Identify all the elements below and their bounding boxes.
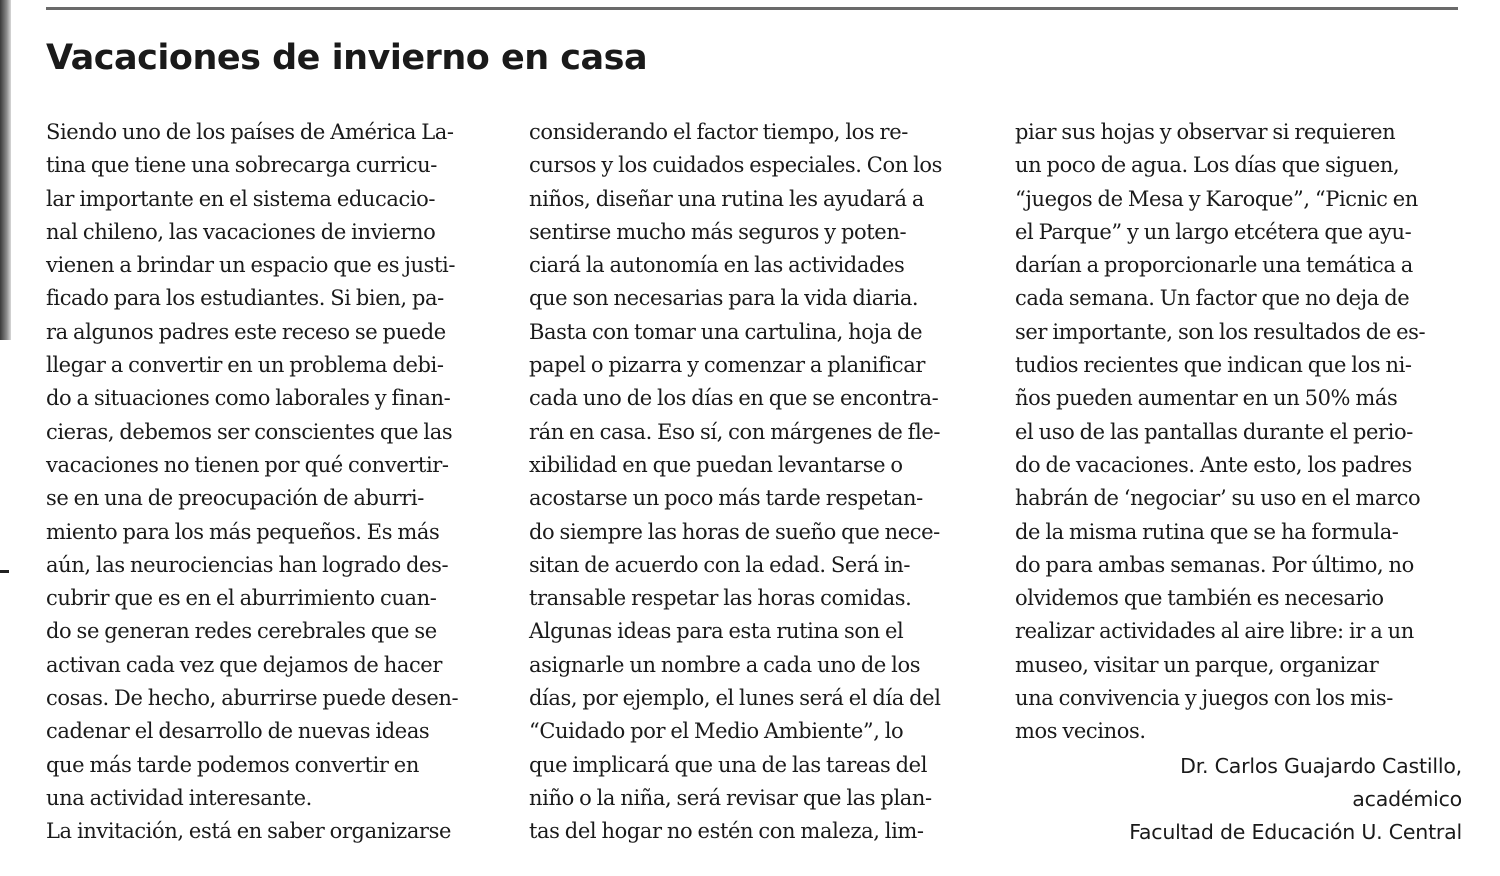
text-line: “juegos de Mesa y Karoque”, “Picnic en bbox=[1015, 186, 1418, 211]
text-line: acostarse un poco más tarde respetan- bbox=[529, 486, 923, 511]
text-line: aún, las neurociencias han logrado des- bbox=[46, 552, 449, 577]
text-line: xibilidad en que puedan levantarse o bbox=[529, 452, 903, 477]
text-line: que implicará que una de las tareas del bbox=[529, 752, 928, 777]
text-line: el uso de las pantallas durante el perio- bbox=[1015, 419, 1413, 444]
article-column-1 bbox=[46, 116, 496, 849]
text-line: tas del hogar no estén con maleza, lim- bbox=[529, 819, 924, 844]
text-line: que más tarde podemos convertir en bbox=[46, 752, 419, 777]
text-line: tina que tiene una sobrecarga curricu- bbox=[46, 153, 437, 178]
text-line: ciará la autonomía en las actividades bbox=[529, 253, 905, 278]
text-line: ficado para los estudiantes. Si bien, pa- bbox=[46, 286, 444, 311]
adjacent-photo-edge bbox=[0, 0, 11, 340]
text-line: do para ambas semanas. Por último, no bbox=[1015, 552, 1414, 577]
text-line: nal chileno, las vacaciones de invierno bbox=[46, 219, 436, 244]
text-line: una convivencia y juegos con los mis- bbox=[1015, 686, 1393, 711]
text-line: niño o la niña, será revisar que las plan- bbox=[529, 785, 932, 810]
text-line: transable respetar las horas comidas. bbox=[529, 586, 912, 611]
text-line: el Parque” y un largo etcétera que ayu- bbox=[1015, 219, 1412, 244]
text-line: un poco de agua. Los días que siguen, bbox=[1015, 153, 1400, 178]
text-line: lar importante en el sistema educacio- bbox=[46, 186, 436, 211]
text-line: ser importante, son los resultados de es- bbox=[1015, 319, 1426, 344]
text-line: asignarle un nombre a cada uno de los bbox=[529, 652, 921, 677]
text-line: Basta con tomar una cartulina, hoja de bbox=[529, 319, 923, 344]
text-line: cada uno de los días en que se encontra- bbox=[529, 386, 939, 411]
text-line: La invitación, está en saber organizarse bbox=[46, 819, 451, 844]
text-line: piar sus hojas y observar si requieren bbox=[1015, 120, 1396, 144]
text-line: olvidemos que también es necesario bbox=[1015, 586, 1384, 611]
text-line: papel o pizarra y comenzar a planificar bbox=[529, 353, 925, 378]
author-name: Dr. Carlos Guajardo Castillo, bbox=[1180, 754, 1462, 778]
text-line: cosas. De hecho, aburrirse puede desen- bbox=[46, 686, 459, 711]
text-line: se en una de preocupación de aburri- bbox=[46, 486, 424, 511]
author-institution: Facultad de Educación U. Central bbox=[1129, 820, 1462, 844]
text-line: cieras, debemos ser conscientes que las bbox=[46, 419, 453, 444]
text-line: que son necesarias para la vida diaria. bbox=[529, 286, 919, 311]
text-line: sitan de acuerdo con la edad. Será in- bbox=[529, 552, 911, 577]
text-line: Siendo uno de los países de América La- bbox=[46, 120, 454, 144]
text-line: vienen a brindar un espacio que es justi- bbox=[46, 253, 456, 278]
text-line: tudios recientes que indican que los ni- bbox=[1015, 353, 1412, 378]
text-line: do siempre las horas de sueño que nece- bbox=[529, 519, 940, 544]
text-line: considerando el factor tiempo, los re- bbox=[529, 120, 908, 144]
text-line: do a situaciones como laborales y finan- bbox=[46, 386, 451, 411]
text-line: cada semana. Un factor que no deja de bbox=[1015, 286, 1410, 311]
text-line: darían a proporcionarle una temática a bbox=[1015, 253, 1413, 278]
article-headline: Vacaciones de invierno en casa bbox=[46, 38, 648, 78]
text-line: cadenar el desarrollo de nuevas ideas bbox=[46, 719, 430, 744]
article-column-3 bbox=[1015, 116, 1465, 749]
text-line: mos vecinos. bbox=[1015, 719, 1146, 744]
adjacent-column-mark bbox=[0, 570, 9, 573]
author-role: académico bbox=[1352, 787, 1462, 811]
text-line: llegar a convertir en un problema debi- bbox=[46, 353, 444, 378]
text-line: vacaciones no tienen por qué convertir- bbox=[46, 452, 449, 477]
author-signature bbox=[1129, 750, 1462, 849]
text-line: ños pueden aumentar en un 50% más bbox=[1015, 386, 1398, 411]
top-rule bbox=[46, 7, 1458, 10]
text-line: do se generan redes cerebrales que se bbox=[46, 619, 437, 644]
text-line: do de vacaciones. Ante esto, los padres bbox=[1015, 452, 1412, 477]
text-line: rán en casa. Eso sí, con márgenes de fle- bbox=[529, 419, 941, 444]
text-line: cubrir que es en el aburrimiento cuan- bbox=[46, 586, 437, 611]
text-line: una actividad interesante. bbox=[46, 785, 312, 810]
text-line: días, por ejemplo, el lunes será el día del bbox=[529, 686, 941, 711]
text-line: niños, diseñar una rutina les ayudará a bbox=[529, 186, 924, 211]
article-column-2 bbox=[529, 116, 979, 849]
text-line: ra algunos padres este receso se puede bbox=[46, 319, 446, 344]
text-line: cursos y los cuidados especiales. Con los bbox=[529, 153, 943, 178]
text-line: activan cada vez que dejamos de hacer bbox=[46, 652, 442, 677]
text-line: “Cuidado por el Medio Ambiente”, lo bbox=[529, 719, 904, 744]
text-line: habrán de ‘negociar’ su uso en el marco bbox=[1015, 486, 1421, 511]
text-line: sentirse mucho más seguros y poten- bbox=[529, 219, 907, 244]
text-line: museo, visitar un parque, organizar bbox=[1015, 652, 1379, 677]
text-line: realizar actividades al aire libre: ir a un bbox=[1015, 619, 1414, 644]
text-line: miento para los más pequeños. Es más bbox=[46, 519, 440, 544]
text-line: Algunas ideas para esta rutina son el bbox=[529, 619, 904, 644]
text-line: de la misma rutina que se ha formula- bbox=[1015, 519, 1399, 544]
